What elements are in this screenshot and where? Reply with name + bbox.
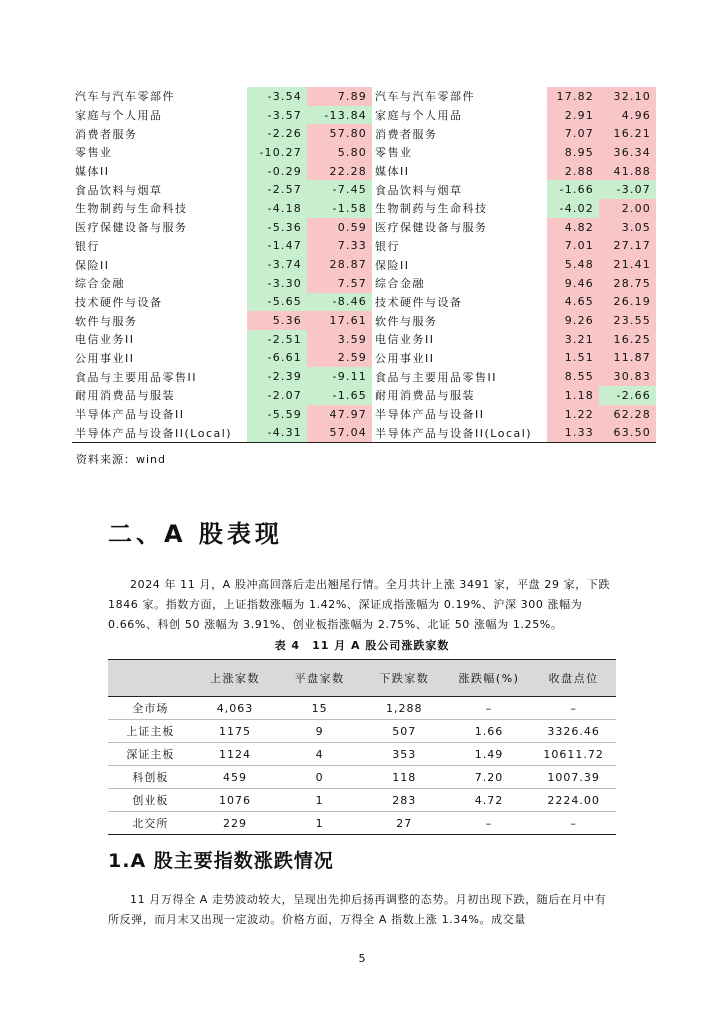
value-cell: 5.80 [307, 143, 372, 162]
sector-name-cell: 医疗保健设备与服务 [75, 221, 188, 235]
value-cell: 2.91 [547, 106, 599, 125]
value-cell: 1076 [193, 789, 278, 812]
value-cell: 1.49 [447, 743, 532, 766]
sector-name-cell: 耐用消费品与服装 [75, 389, 175, 403]
value-cell: 16.21 [599, 124, 656, 143]
value-cell: 7.20 [447, 766, 532, 789]
sector-name-cell: 电信业务II [375, 333, 435, 347]
value-cell: 26.19 [599, 293, 656, 312]
table-row [72, 311, 656, 330]
table-row [72, 180, 656, 199]
value-cell: 7.57 [307, 274, 372, 293]
value-cell: -0.29 [247, 162, 307, 181]
value-cell: -1.65 [307, 386, 372, 405]
value-cell: 2224.00 [531, 789, 616, 812]
value-cell: -6.61 [247, 349, 307, 368]
board-name-cell: 上证主板 [108, 720, 193, 743]
value-cell: -3.54 [247, 87, 307, 106]
sector-table-body [72, 87, 656, 443]
table-row [72, 423, 656, 442]
value-cell: 1 [277, 789, 362, 812]
table-row [72, 274, 656, 293]
sector-name-cell: 技术硬件与设备 [75, 295, 163, 309]
table-caption: 表 4 11 月 A 股公司涨跌家数 [274, 639, 450, 652]
sector-name-cell: 汽车与汽车零部件 [75, 90, 175, 104]
value-cell: 11.87 [599, 349, 656, 368]
value-cell: – [531, 697, 616, 720]
value-cell: -2.51 [247, 330, 307, 349]
subsection-title: 1.A 股主要指数涨跌情况 [108, 850, 334, 872]
sector-name-cell: 零售业 [375, 146, 413, 160]
value-cell: 5.48 [547, 255, 599, 274]
sector-name-cell: 银行 [375, 239, 400, 253]
sector-name-cell: 软件与服务 [75, 314, 138, 328]
value-cell: 28.75 [599, 274, 656, 293]
sector-name-cell: 半导体产品与设备II(Local) [72, 423, 247, 442]
value-cell: -4.18 [247, 199, 307, 218]
value-cell: 16.25 [599, 330, 656, 349]
sector-name-cell: 媒体II [75, 165, 110, 179]
value-cell: 9.26 [547, 311, 599, 330]
value-cell: 1 [277, 812, 362, 835]
sector-name-cell: 食品饮料与烟草 [75, 183, 163, 197]
sector-name-cell: 半导体产品与设备II [75, 408, 185, 422]
value-cell: 3326.46 [531, 720, 616, 743]
table-row [72, 255, 656, 274]
value-cell: 3.21 [547, 330, 599, 349]
sector-name-cell: 家庭与个人用品 [75, 109, 163, 123]
table-row [72, 87, 656, 106]
value-cell: 7.89 [307, 87, 372, 106]
value-cell: 32.10 [599, 87, 656, 106]
sector-name-cell: 综合金融 [75, 277, 125, 291]
value-cell: -10.27 [247, 143, 307, 162]
sector-name-cell: 耐用消费品与服装 [375, 389, 475, 403]
value-cell: -8.46 [307, 293, 372, 312]
value-cell: 0.59 [307, 218, 372, 237]
value-cell: -2.07 [247, 386, 307, 405]
value-cell: 0 [277, 766, 362, 789]
column-header [108, 660, 193, 697]
table-row [108, 720, 616, 743]
value-cell: -4.31 [247, 423, 307, 442]
value-cell: 36.34 [599, 143, 656, 162]
table-row [72, 106, 656, 125]
value-cell: 47.97 [307, 405, 372, 424]
advance-decline-table [108, 659, 616, 835]
value-cell: 1.22 [547, 405, 599, 424]
value-cell: 118 [362, 766, 447, 789]
value-cell: 27.17 [599, 237, 656, 256]
value-cell: -3.74 [247, 255, 307, 274]
sector-name-cell: 软件与服务 [375, 314, 438, 328]
value-cell: 57.80 [307, 124, 372, 143]
sector-name-cell: 消费者服务 [375, 127, 438, 141]
value-cell: 8.55 [547, 367, 599, 386]
table-row [72, 162, 656, 181]
table-row [72, 124, 656, 143]
value-cell: 1.51 [547, 349, 599, 368]
value-cell: 4.65 [547, 293, 599, 312]
value-cell: -5.59 [247, 405, 307, 424]
advance-decline-table-body [108, 697, 616, 835]
column-header: 上涨家数 [193, 660, 278, 697]
sector-performance-table [72, 87, 656, 443]
value-cell: 4.82 [547, 218, 599, 237]
sector-name-cell: 保险II [75, 258, 110, 272]
table-row [108, 789, 616, 812]
index-trend-paragraph: 11 月万得全 A 走势波动较大，呈现出先抑后扬再调整的态势。月初出现下跌，随后在月中有所反弹，而月末又出现一定波动。价格方面，万得全 A 指数上涨 1.34%。成交量 [108, 893, 607, 926]
value-cell: 7.07 [547, 124, 599, 143]
sector-name-cell: 保险II [375, 258, 410, 272]
value-cell: 2.88 [547, 162, 599, 181]
sector-name-cell: 生物制药与生命科技 [75, 202, 188, 216]
sector-name-cell: 公用事业II [375, 351, 435, 365]
table-row [108, 743, 616, 766]
value-cell: 7.01 [547, 237, 599, 256]
value-cell: -5.36 [247, 218, 307, 237]
value-cell: 28.87 [307, 255, 372, 274]
sector-name-cell: 家庭与个人用品 [375, 109, 463, 123]
sector-name-cell: 公用事业II [75, 351, 135, 365]
source-note: 资料来源：wind [76, 453, 167, 466]
value-cell: 283 [362, 789, 447, 812]
value-cell: 353 [362, 743, 447, 766]
value-cell: 62.28 [599, 405, 656, 424]
sector-name-cell: 综合金融 [375, 277, 425, 291]
value-cell: 23.55 [599, 311, 656, 330]
value-cell: 4 [277, 743, 362, 766]
value-cell: 3.05 [599, 218, 656, 237]
market-summary-paragraph: 2024 年 11 月，A 股冲高回落后走出翘尾行情。全月共计上涨 3491 家，平盘 29 家，下跌 1846 家。指数方面，上证指数涨幅为 1.42%、深证成指涨幅为 0.19%、沪深 300 涨幅为 0.66%、科创 50 涨幅为 3.91%、创业板指涨幅为 2.75%、北证 50 涨幅为 1.25%。 [108, 578, 611, 631]
value-cell: -3.07 [599, 180, 656, 199]
value-cell: 229 [193, 812, 278, 835]
value-cell: 17.61 [307, 311, 372, 330]
value-cell: 4,063 [193, 697, 278, 720]
value-cell: -13.84 [307, 106, 372, 125]
sector-name-cell: 技术硬件与设备 [375, 295, 463, 309]
value-cell: 1.66 [447, 720, 532, 743]
value-cell: 63.50 [599, 423, 656, 442]
section-title: 二、A 股表现 [108, 520, 283, 548]
table-row [108, 812, 616, 835]
table-row [72, 386, 656, 405]
sector-name-cell: 食品与主要用品零售II [75, 370, 197, 384]
value-cell: -7.45 [307, 180, 372, 199]
sector-name-cell: 食品饮料与烟草 [375, 183, 463, 197]
column-header: 收盘点位 [531, 660, 616, 697]
column-header: 下跌家数 [362, 660, 447, 697]
board-name-cell: 北交所 [108, 812, 193, 835]
column-header: 平盘家数 [277, 660, 362, 697]
value-cell: 21.41 [599, 255, 656, 274]
value-cell: -1.58 [307, 199, 372, 218]
sector-name-cell: 消费者服务 [75, 127, 138, 141]
value-cell: -4.02 [547, 199, 599, 218]
column-header: 涨跌幅(%) [447, 660, 532, 697]
value-cell: -2.66 [599, 386, 656, 405]
table-row [108, 766, 616, 789]
value-cell: 27 [362, 812, 447, 835]
value-cell: -2.26 [247, 124, 307, 143]
value-cell: -1.47 [247, 237, 307, 256]
value-cell: 1175 [193, 720, 278, 743]
value-cell: -3.30 [247, 274, 307, 293]
value-cell: 10611.72 [531, 743, 616, 766]
value-cell: 8.95 [547, 143, 599, 162]
value-cell: -2.39 [247, 367, 307, 386]
value-cell: -2.57 [247, 180, 307, 199]
value-cell: 1.18 [547, 386, 599, 405]
value-cell: 1124 [193, 743, 278, 766]
sector-name-cell: 银行 [75, 239, 100, 253]
sector-name-cell: 汽车与汽车零部件 [375, 90, 475, 104]
page-number: 5 [358, 952, 366, 965]
value-cell: 5.36 [247, 311, 307, 330]
table-header-row [108, 660, 616, 697]
value-cell: 30.83 [599, 367, 656, 386]
value-cell: 9.46 [547, 274, 599, 293]
table-row [72, 293, 656, 312]
sector-name-cell: 医疗保健设备与服务 [375, 221, 488, 235]
value-cell: 15 [277, 697, 362, 720]
sector-name-cell: 半导体产品与设备II(Local) [372, 423, 547, 442]
table-row [72, 367, 656, 386]
value-cell: 1.33 [547, 423, 599, 442]
table-row [72, 349, 656, 368]
sector-name-cell: 零售业 [75, 146, 113, 160]
board-name-cell: 创业板 [108, 789, 193, 812]
table-row [72, 237, 656, 256]
table-row [72, 143, 656, 162]
value-cell: 4.72 [447, 789, 532, 812]
sector-name-cell: 半导体产品与设备II [375, 408, 485, 422]
sector-name-cell: 电信业务II [75, 333, 135, 347]
value-cell: – [531, 812, 616, 835]
value-cell: 9 [277, 720, 362, 743]
value-cell: -1.66 [547, 180, 599, 199]
value-cell: – [447, 812, 532, 835]
value-cell: 57.04 [307, 423, 372, 442]
value-cell: 41.88 [599, 162, 656, 181]
value-cell: – [447, 697, 532, 720]
value-cell: 459 [193, 766, 278, 789]
value-cell: -9.11 [307, 367, 372, 386]
value-cell: -3.57 [247, 106, 307, 125]
sector-name-cell: 食品与主要用品零售II [375, 370, 497, 384]
table-row [72, 330, 656, 349]
value-cell: 2.00 [599, 199, 656, 218]
table-row [72, 405, 656, 424]
board-name-cell: 全市场 [108, 697, 193, 720]
sector-name-cell: 媒体II [375, 165, 410, 179]
table-row [72, 199, 656, 218]
value-cell: 507 [362, 720, 447, 743]
board-name-cell: 科创板 [108, 766, 193, 789]
value-cell: -5.65 [247, 293, 307, 312]
value-cell: 4.96 [599, 106, 656, 125]
value-cell: 7.33 [307, 237, 372, 256]
value-cell: 22.28 [307, 162, 372, 181]
value-cell: 2.59 [307, 349, 372, 368]
board-name-cell: 深证主板 [108, 743, 193, 766]
value-cell: 1007.39 [531, 766, 616, 789]
value-cell: 1,288 [362, 697, 447, 720]
value-cell: 17.82 [547, 87, 599, 106]
sector-name-cell: 生物制药与生命科技 [375, 202, 488, 216]
table-row [72, 218, 656, 237]
value-cell: 3.59 [307, 330, 372, 349]
table-row [108, 697, 616, 720]
